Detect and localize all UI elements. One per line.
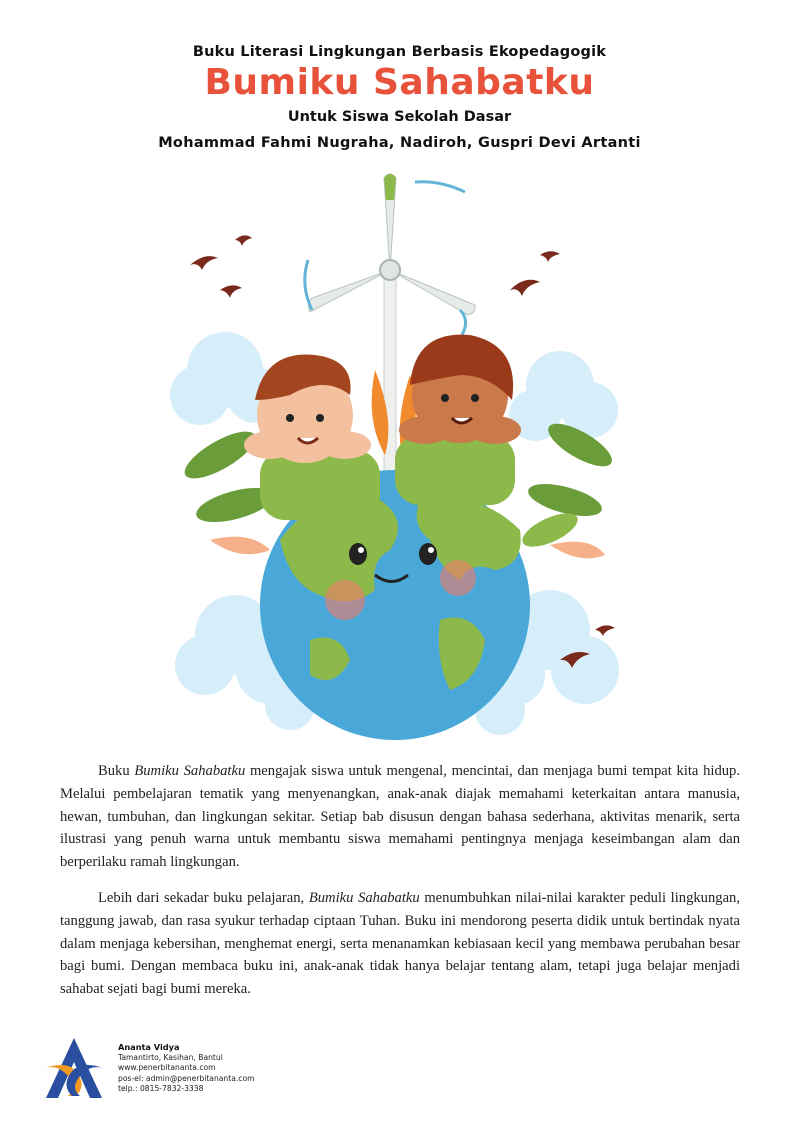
description-text — [60, 760, 740, 1014]
paragraph-2 — [60, 887, 740, 1001]
paragraph-2-rest: menumbuhkan nilai-nilai karakter peduli lingkungan, tanggung jawab, dan rasa syukur terhadap ciptaan Tuhan. Buku ini mendorong peserta didik untuk bertindak nyata dalam menjaga kebersihan, menghemat energi, serta menanamkan kebiasaan kecil yang membawa perubahan besar bagi bumi. Dengan membaca buku ini, anak-anak tidak hanya belajar tentang alam, tetapi juga belajar menjadi sahabat sejati bagi bumi mereka. — [60, 889, 740, 998]
publisher-logo-icon — [38, 1036, 110, 1104]
publisher-address: Tamantirto, Kasihan, Bantul — [118, 1052, 223, 1062]
paragraph-2-prefix: Lebih dari sekadar buku pelajaran, — [98, 889, 309, 906]
paragraph-2-book-title: Bumiku Sahabatku — [308, 889, 420, 906]
paragraph-1-rest: mengajak siswa untuk mengenal, mencintai, dan menjaga bumi tempat kita hidup. Melalui pembelajaran tematik yang menyenangkan, anak-anak diajak memahami keterkaitan antara manusia, hewan, tumbuhan, dan lingkungan sekitar. Setiap bab disusun dengan bahasa sederhana, aktivitas menarik, serta ilustrasi yang penuh warna untuk membantu siswa memahami pentingnya menjaga keseimbangan alam dan berperilaku ramah lingkungan. — [60, 763, 741, 871]
publisher-phone: telp.: 0815-7832-3338 — [118, 1084, 204, 1094]
publisher-name: Ananta Vidya — [118, 1042, 180, 1052]
publisher-info — [118, 1042, 255, 1095]
book-title: Bumiku Sahabatku — [204, 62, 595, 103]
child-girl-figure — [395, 335, 521, 505]
publisher-footer — [38, 1036, 338, 1106]
cover-illustration — [140, 170, 660, 745]
series-title: Buku Literasi Lingkungan Berbasis Ekopedagogik — [192, 44, 607, 60]
paragraph-1 — [60, 760, 740, 874]
book-subtitle: Untuk Siswa Sekolah Dasar — [287, 109, 512, 125]
paragraph-1-prefix: Buku — [98, 763, 135, 779]
child-boy-figure — [244, 355, 380, 520]
publisher-email[interactable]: pos-el: admin@penerbitananta.com — [118, 1073, 255, 1083]
cover-header — [0, 44, 799, 151]
book-authors: Mohammad Fahmi Nugraha, Nadiroh, Guspri Devi Artanti — [158, 135, 641, 151]
paragraph-1-book-title: Bumiku Sahabatku — [134, 763, 246, 779]
publisher-website[interactable]: www.penerbitananta.com — [118, 1063, 216, 1073]
